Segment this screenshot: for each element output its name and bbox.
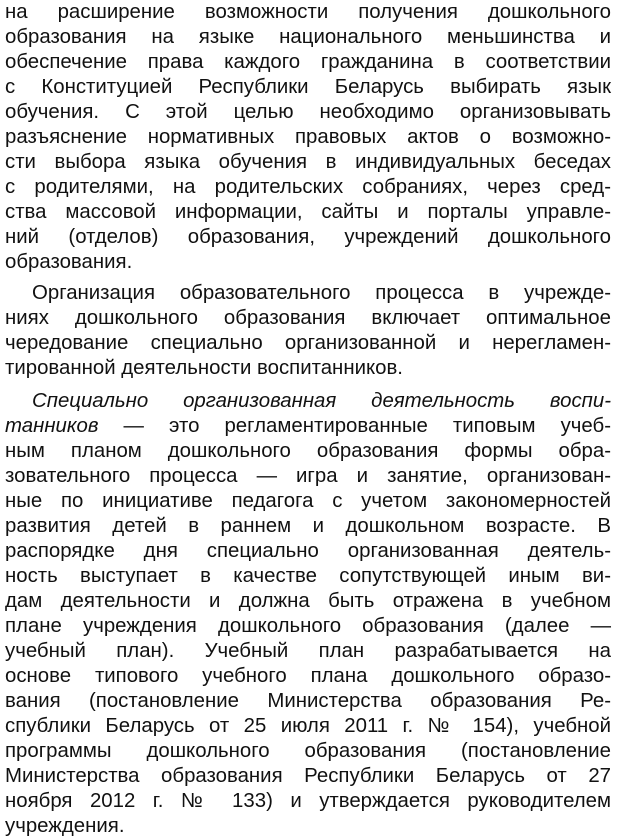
text-line: вания (постановление Министерства образования Ре- [5,690,611,712]
text-line: ноября 2012 г. № 133) и утверждается руководителем [5,790,611,812]
text-line: обеспечение права каждого гражданина в соответствии [5,51,611,73]
text-line: с Конституцией Республики Беларусь выбирать язык [5,76,611,98]
paragraph-1 [5,0,611,275]
text-line: образования. [5,251,133,273]
text-line: с родителями, на родительских собраниях, через сред- [5,176,611,198]
text-line: ства массовой информации, сайты и порталы управле- [5,201,611,223]
text-line: обучения. С этой целью необходимо организовывать [5,101,611,123]
text-line: Организация образовательного процесса в учрежде- [32,282,611,304]
text-line: развития детей в раннем и дошкольном возрасте. В [5,515,611,537]
text-line: плане учреждения дошкольного образования (далее — [5,615,611,637]
paragraph-2 [5,281,611,381]
paragraph-3 [5,389,611,839]
text-line: чередование специально организованной и нерегламен- [5,332,611,354]
text-line: спублики Беларусь от 25 июля 2011 г. № 154), учебной [5,715,611,737]
text-line: основе типового учебного плана дошкольного образо- [5,665,611,687]
text-line: ний (отделов) образования, учреждений дошкольного [5,226,611,248]
italic-term-line: Специально организованная деятельность воспи- [32,390,611,412]
text-line: распорядке дня специально организованная деятель- [5,540,611,562]
text-line: зовательного процесса — игра и занятие, организован- [5,465,611,487]
text-line: ные по инициативе педагога с учетом закономерностей [5,490,611,512]
text-line: ниях дошкольного образования включает оптимальное [5,307,611,329]
text-line: на расширение возможности получения дошкольного [5,1,611,23]
text-line: образования на языке национального меньшинства и [5,26,611,48]
text-line: программы дошкольного образования (постановление [5,740,611,762]
text-line: ным планом дошкольного образования формы обра- [5,440,611,462]
text-line: учебный план). Учебный план разрабатывается на [5,640,611,662]
text-line: тированной деятельности воспитанников. [5,357,403,379]
definition-text: — это регламентированные типовым учеб- [98,415,611,437]
text-line [5,414,611,439]
paragraph-spacer [5,381,611,389]
italic-term-continuation: танников [5,415,99,437]
text-line: Министерства образования Республики Беларусь от 27 [5,765,611,787]
text-line: ность выступает в качестве сопутствующей иным ви- [5,565,611,587]
text-line: сти выбора языка обучения в индивидуальных беседах [5,151,611,173]
document-page [5,0,611,839]
text-line: разъяснение нормативных правовых актов о возможно- [5,126,611,148]
text-line: учреждения. [5,815,125,837]
text-line: дам деятельности и должна быть отражена в учебном [5,590,611,612]
